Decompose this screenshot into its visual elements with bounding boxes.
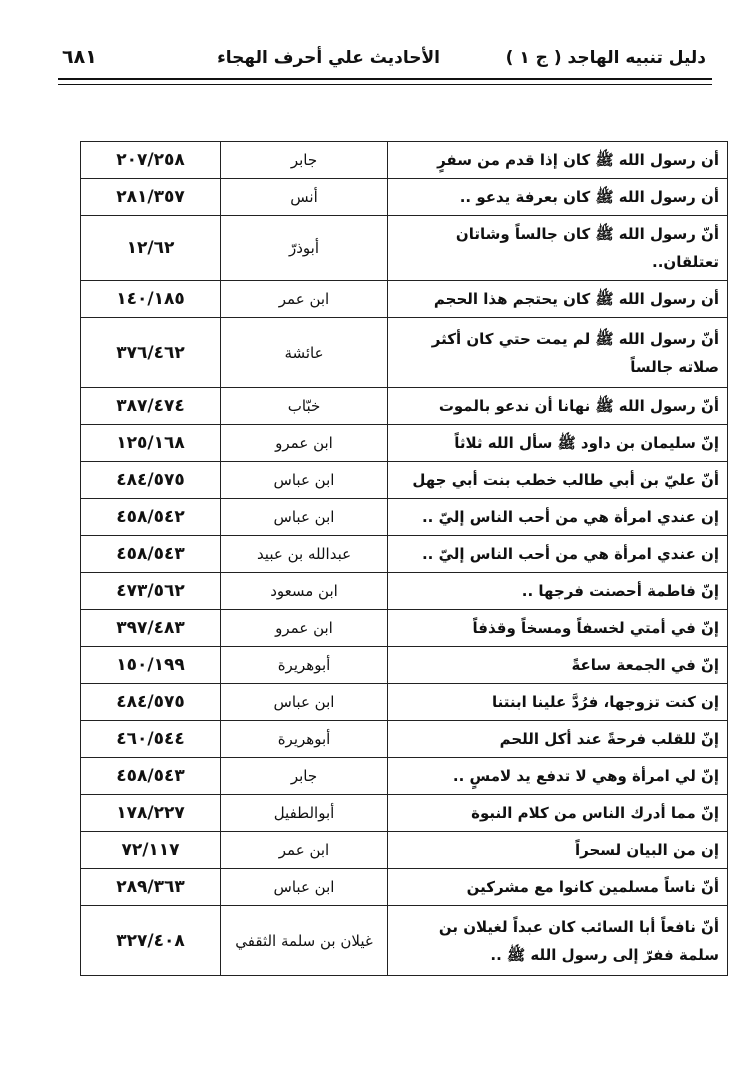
table-row bbox=[81, 281, 728, 318]
reference-number: ٤٧٣/٥٦٢ bbox=[81, 573, 221, 610]
table-row bbox=[81, 906, 728, 976]
reference-number: ٤٨٤/٥٧٥ bbox=[81, 684, 221, 721]
table-row bbox=[81, 869, 728, 906]
hadith-text: إنّ مما أدرك الناس من كلام النبوة bbox=[388, 795, 728, 832]
reference-number: ٣٢٧/٤٠٨ bbox=[81, 906, 221, 976]
reference-number: ٣٧٦/٤٦٢ bbox=[81, 318, 221, 388]
narrator: خبّاب bbox=[221, 388, 388, 425]
narrator: عائشة bbox=[221, 318, 388, 388]
hadith-text: أنّ عليّ بن أبي طالب خطب بنت أبي جهل bbox=[388, 462, 728, 499]
hadith-text: إن كنت تزوجها، فرُدَّ علينا ابنتنا bbox=[388, 684, 728, 721]
narrator: جابر bbox=[221, 758, 388, 795]
book-title: دليل تنبيه الهاجد ( ج ١ ) bbox=[505, 48, 706, 68]
reference-number: ٧٢/١١٧ bbox=[81, 832, 221, 869]
hadith-text: أنّ رسول الله ﷺ لم يمت حتي كان أكثر صلاته جالساً bbox=[388, 318, 728, 388]
reference-number: ٤٥٨/٥٤٣ bbox=[81, 758, 221, 795]
table-row bbox=[81, 573, 728, 610]
page-number: ٦٨١ bbox=[62, 46, 97, 68]
reference-number: ٣٨٧/٤٧٤ bbox=[81, 388, 221, 425]
hadith-text: أن رسول الله ﷺ كان بعرفة يدعو .. bbox=[388, 179, 728, 216]
table-row bbox=[81, 795, 728, 832]
reference-number: ١٢٥/١٦٨ bbox=[81, 425, 221, 462]
reference-number: ٤٦٠/٥٤٤ bbox=[81, 721, 221, 758]
table-row bbox=[81, 721, 728, 758]
section-title: الأحاديث علي أحرف الهجاء bbox=[217, 48, 440, 68]
hadith-text: إنّ فاطمة أحصنت فرجها .. bbox=[388, 573, 728, 610]
hadith-text: أنّ رسول الله ﷺ نهانا أن ندعو بالموت bbox=[388, 388, 728, 425]
page-header bbox=[58, 40, 710, 76]
reference-number: ٤٥٨/٥٤٢ bbox=[81, 499, 221, 536]
table-row bbox=[81, 388, 728, 425]
narrator: ابن عمر bbox=[221, 281, 388, 318]
reference-number: ١٢/٦٢ bbox=[81, 216, 221, 281]
table-row bbox=[81, 425, 728, 462]
hadith-text: أنّ نافعاً أبا السائب كان عبداً لغيلان بن سلمة ففرّ إلى رسول الله ﷺ .. bbox=[388, 906, 728, 976]
reference-number: ٢٨٩/٣٦٣ bbox=[81, 869, 221, 906]
hadith-text: إن عندي امرأة هي من أحب الناس إليّ .. bbox=[388, 499, 728, 536]
narrator: أبوالطفيل bbox=[221, 795, 388, 832]
hadith-text: إنّ في أمتي لخسفاً ومسخاً وقذفاً bbox=[388, 610, 728, 647]
reference-number: ١٤٠/١٨٥ bbox=[81, 281, 221, 318]
reference-number: ٣٩٧/٤٨٣ bbox=[81, 610, 221, 647]
table-row bbox=[81, 647, 728, 684]
table-row bbox=[81, 318, 728, 388]
table-row bbox=[81, 216, 728, 281]
hadith-text: أن رسول الله ﷺ كان يحتجم هذا الحجم bbox=[388, 281, 728, 318]
narrator: أنس bbox=[221, 179, 388, 216]
reference-number: ٤٥٨/٥٤٣ bbox=[81, 536, 221, 573]
narrator: أبوذرّ bbox=[221, 216, 388, 281]
table-row bbox=[81, 536, 728, 573]
narrator: ابن عمر bbox=[221, 832, 388, 869]
table-row bbox=[81, 462, 728, 499]
narrator: ابن عمرو bbox=[221, 610, 388, 647]
hadith-text: أن رسول الله ﷺ كان إذا قدم من سفرٍ bbox=[388, 142, 728, 179]
reference-number: ١٧٨/٢٢٧ bbox=[81, 795, 221, 832]
narrator: ابن عباس bbox=[221, 499, 388, 536]
narrator: ابن مسعود bbox=[221, 573, 388, 610]
narrator: ابن عباس bbox=[221, 869, 388, 906]
table-row bbox=[81, 179, 728, 216]
narrator: أبوهريرة bbox=[221, 647, 388, 684]
hadith-text: إنّ سليمان بن داود ﷺ سأل الله ثلاثاً bbox=[388, 425, 728, 462]
hadith-text: إن من البيان لسحراً bbox=[388, 832, 728, 869]
table-row bbox=[81, 758, 728, 795]
hadith-text: إنّ لي امرأة وهي لا تدفع يد لامسٍ .. bbox=[388, 758, 728, 795]
narrator: غيلان بن سلمة الثقفي bbox=[221, 906, 388, 976]
narrator: ابن عباس bbox=[221, 684, 388, 721]
reference-number: ٢٠٧/٢٥٨ bbox=[81, 142, 221, 179]
table-row bbox=[81, 684, 728, 721]
narrator: ابن عباس bbox=[221, 462, 388, 499]
hadith-text: إنّ للقلب فرحةً عند أكل اللحم bbox=[388, 721, 728, 758]
reference-number: ٢٨١/٣٥٧ bbox=[81, 179, 221, 216]
narrator: أبوهريرة bbox=[221, 721, 388, 758]
hadith-index-table bbox=[80, 141, 728, 976]
hadith-text: إن عندي امرأة هي من أحب الناس إليّ .. bbox=[388, 536, 728, 573]
header-rule bbox=[58, 78, 712, 80]
narrator: ابن عمرو bbox=[221, 425, 388, 462]
narrator: عبدالله بن عبيد bbox=[221, 536, 388, 573]
reference-number: ٤٨٤/٥٧٥ bbox=[81, 462, 221, 499]
hadith-text: إنّ في الجمعة ساعةً bbox=[388, 647, 728, 684]
narrator: جابر bbox=[221, 142, 388, 179]
table-row bbox=[81, 142, 728, 179]
table-row bbox=[81, 499, 728, 536]
reference-number: ١٥٠/١٩٩ bbox=[81, 647, 221, 684]
hadith-text: أنّ رسول الله ﷺ كان جالساً وشاتان تعتلقان.. bbox=[388, 216, 728, 281]
table-row bbox=[81, 832, 728, 869]
header-rule-thin bbox=[58, 84, 712, 85]
table-row bbox=[81, 610, 728, 647]
hadith-text: أنّ ناساً مسلمين كانوا مع مشركين bbox=[388, 869, 728, 906]
